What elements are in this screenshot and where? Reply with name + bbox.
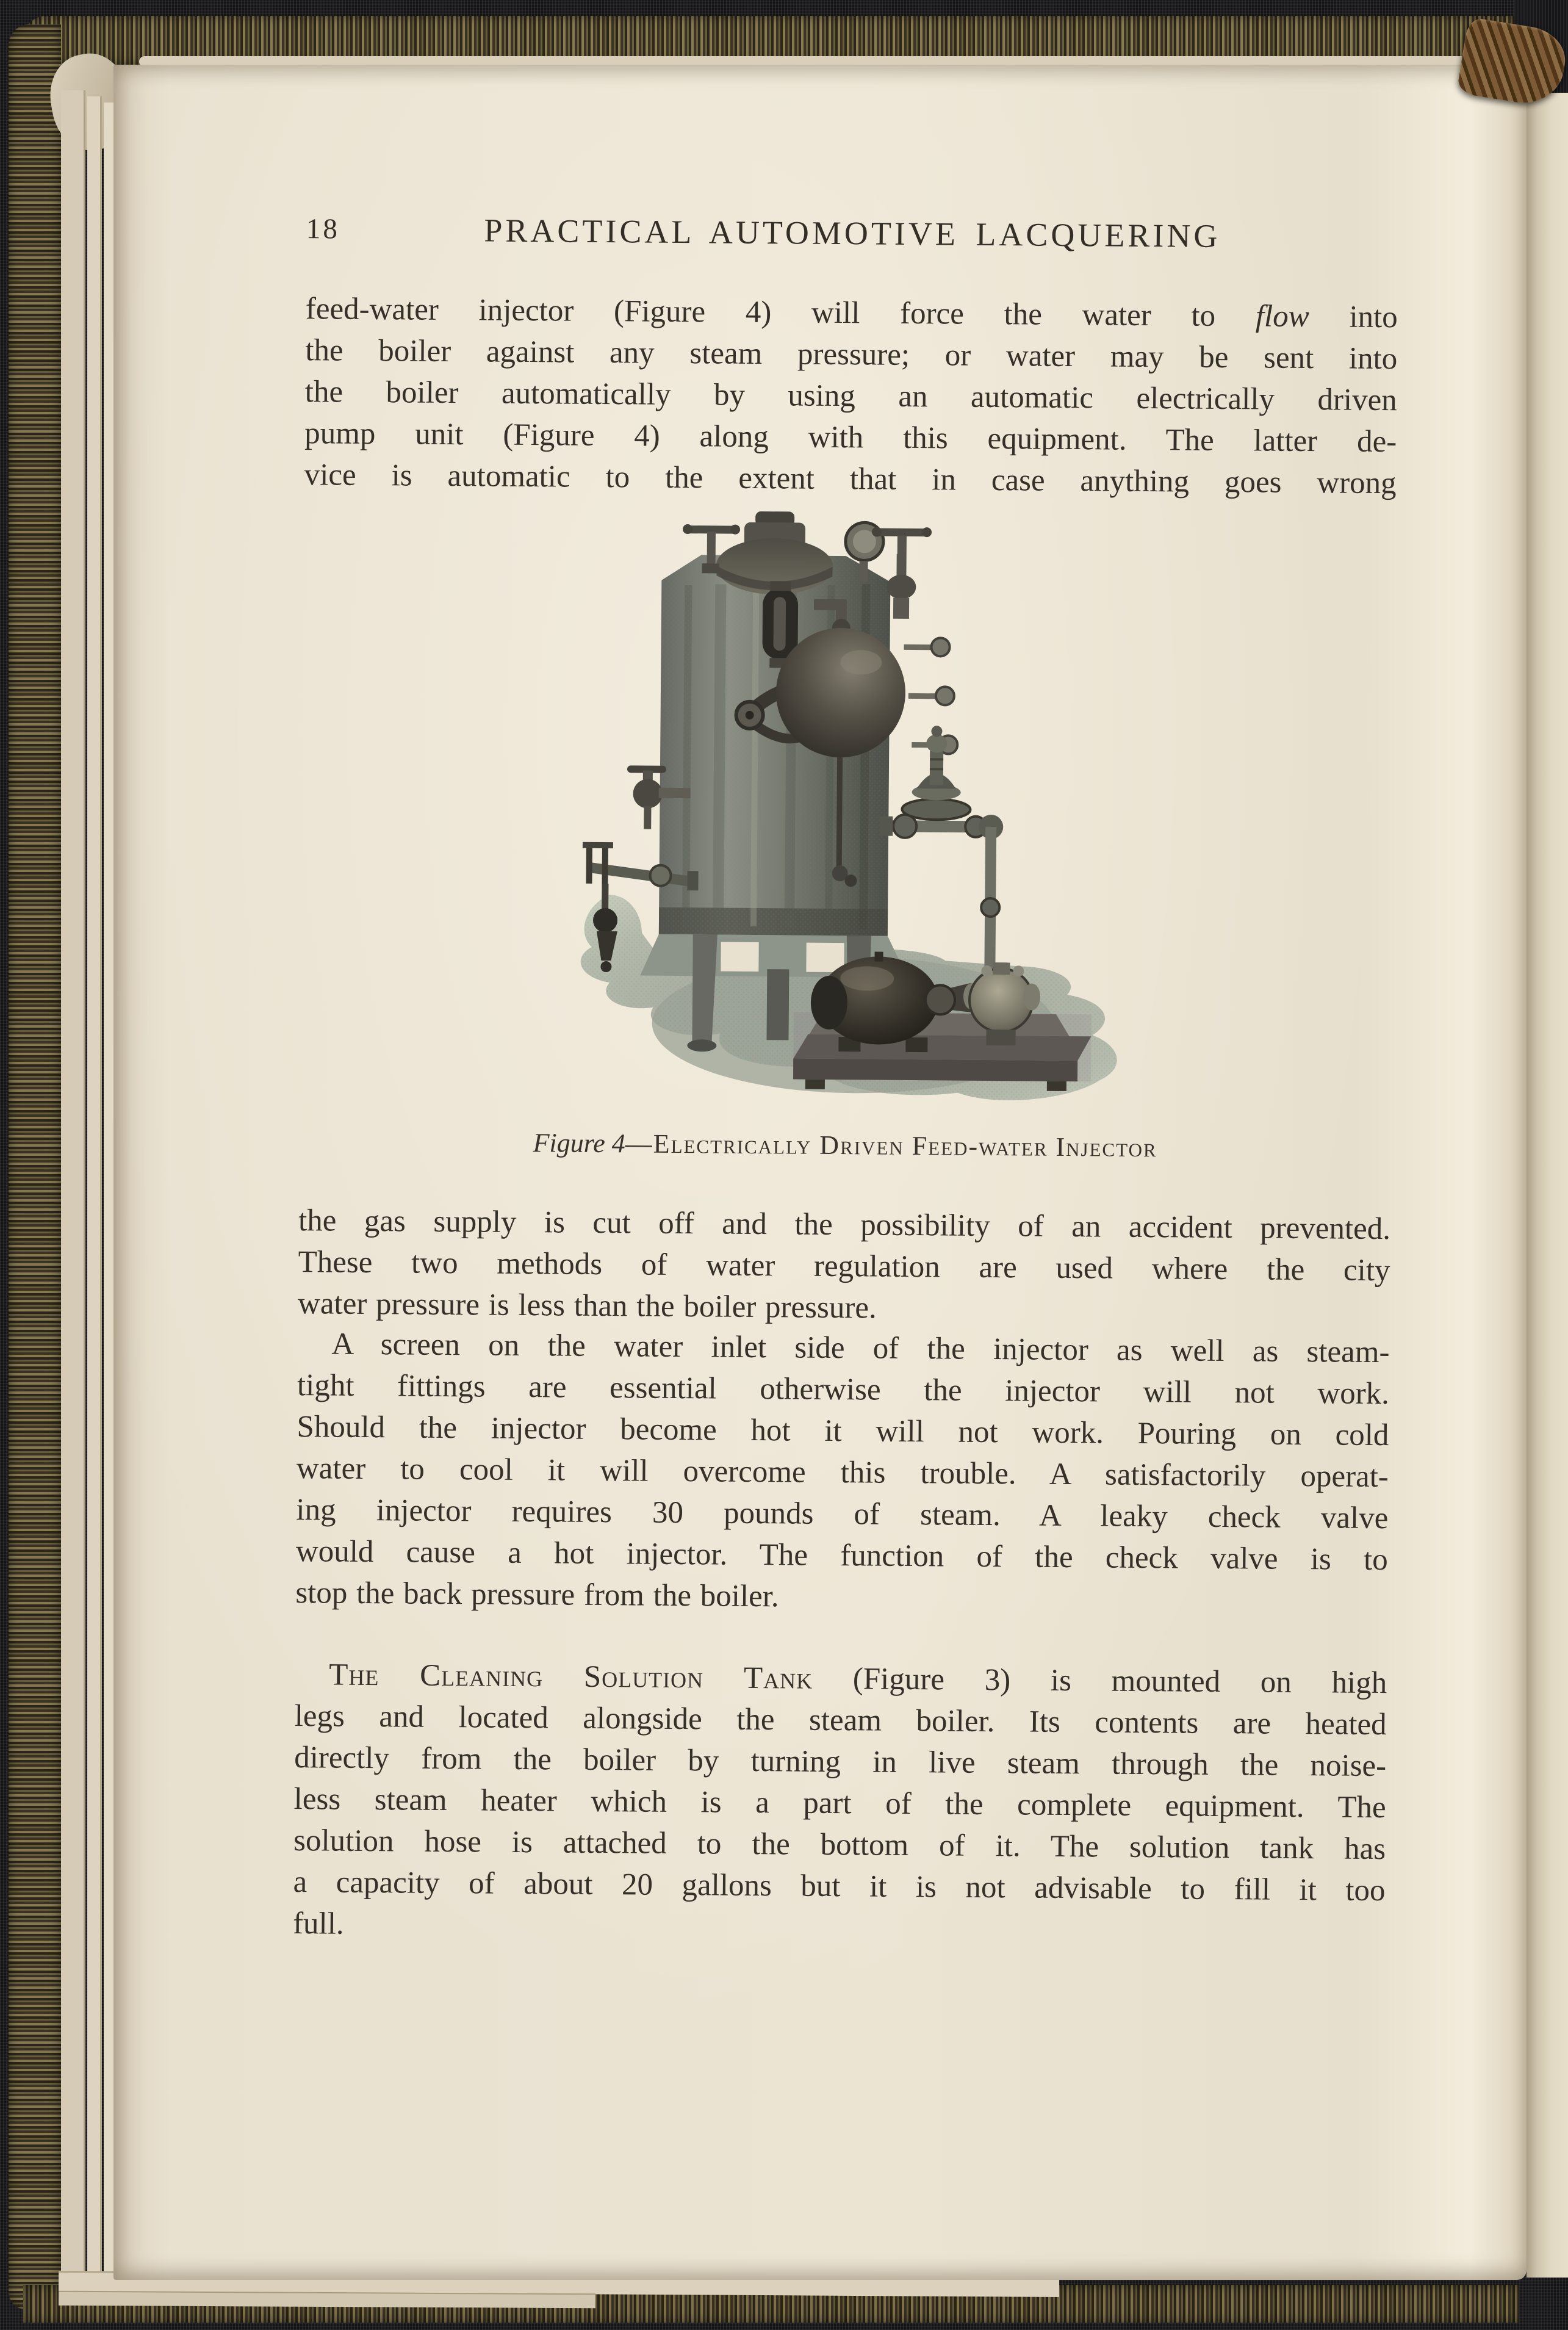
text-line: These two methods of water regulation are used where the city <box>298 1245 1390 1288</box>
text-line: solution hose is attached to the bottom of it. The solution tank has <box>293 1823 1386 1867</box>
text-line: stop the back pressure from the boiler. <box>295 1576 779 1614</box>
text-line: a capacity of about 20 gallons but it is not advisable to fill it too <box>293 1865 1386 1908</box>
text-span: (Figure 3) is mounted on high <box>812 1661 1387 1701</box>
next-page-edge <box>1527 67 1568 2278</box>
paragraph-cleaning-solution-tank <box>293 1654 1387 1953</box>
figure-caption-title: Electrically Driven Feed-water Injector <box>653 1128 1157 1163</box>
paragraph-screen-water-inlet <box>295 1323 1390 1622</box>
text-line: the gas supply is cut off and the possibility of an accident prevented. <box>298 1203 1391 1247</box>
binding-band-left <box>9 24 61 2309</box>
page-stack-edge <box>59 2291 595 2309</box>
book-page <box>113 65 1527 2280</box>
italic-word: flow <box>1255 299 1309 334</box>
page-content <box>96 63 1526 2290</box>
paragraph-feed-water-injector <box>304 288 1398 504</box>
text-span: feed-water injector (Figure 4) will force the water to <box>305 292 1256 334</box>
figure-caption-label: Figure 4 <box>533 1128 625 1159</box>
feed-water-injector-photo <box>566 507 1132 1116</box>
text-line: Should the injector become hot it will not work. Pouring on cold <box>297 1410 1389 1453</box>
text-span: into <box>1309 300 1398 335</box>
text-line: full. <box>292 1906 344 1941</box>
text-line: less steam heater which is a part of the complete equipment. The <box>293 1782 1386 1825</box>
text-line: ing injector requires 30 pounds of steam. A leaky check valve <box>296 1493 1389 1536</box>
text-line: pump unit (Figure 4) along with this equipment. The latter de- <box>304 416 1397 460</box>
text-line: water to cool it will overcome this trouble. A satisfactorily operat- <box>296 1451 1389 1495</box>
figure-4-illustration <box>566 507 1132 1116</box>
text-line: vice is automatic to the extent that in case anything goes wrong <box>304 458 1397 501</box>
text-line: tight fittings are essential otherwise the injector will not work. <box>297 1368 1390 1412</box>
paragraph-gas-supply <box>298 1200 1391 1333</box>
figure-caption-dash: — <box>625 1128 653 1159</box>
text-line: would cause a hot injector. The function of the check valve is to <box>295 1534 1389 1578</box>
figure-caption <box>299 1125 1391 1165</box>
small-caps-lead: The Cleaning Solution Tank <box>329 1657 813 1696</box>
text-line: legs and located alongside the steam boiler. Its contents are heated <box>294 1699 1387 1742</box>
text-line: water pressure is less than the boiler pressure. <box>297 1286 877 1326</box>
running-title: PRACTICAL AUTOMOTIVE LACQUERING <box>484 212 1221 254</box>
page-stack-edge <box>61 90 85 2285</box>
page-number: 18 <box>306 213 340 245</box>
text-line: directly from the boiler by turning in live steam through the noise- <box>293 1740 1387 1784</box>
text-line: A screen on the water inlet side of the injector as well as steam- <box>331 1327 1390 1370</box>
text-line: the boiler against any steam pressure; or water may be sent into <box>305 333 1398 377</box>
text-line: the boiler automatically by using an automatic electrically driven <box>304 375 1397 418</box>
pressure-regulator-and-pipe <box>878 726 1004 976</box>
